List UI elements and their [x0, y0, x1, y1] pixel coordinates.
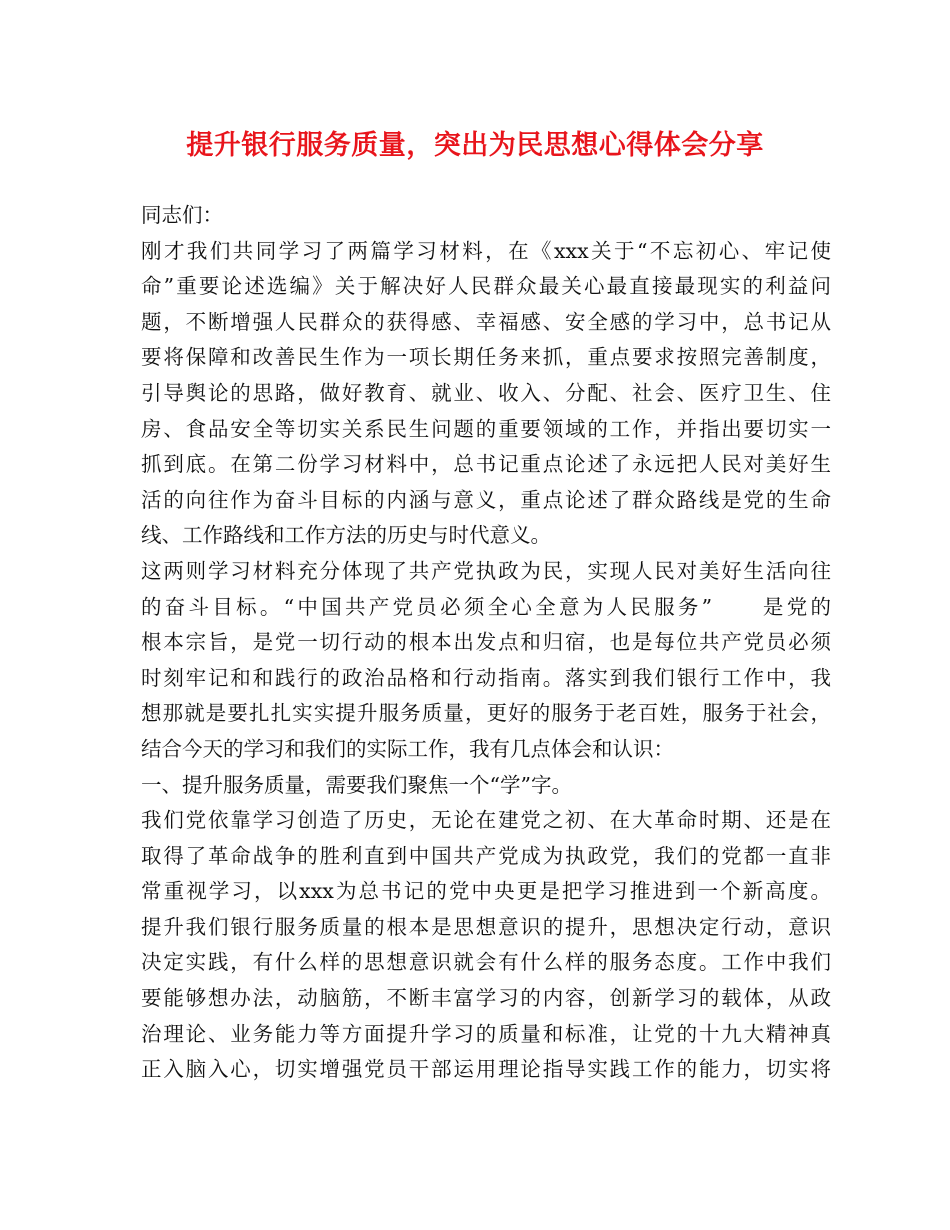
body-line: 活的向往作为奋斗目标的内涵与意义，重点论述了群众路线是党的生命 — [141, 487, 831, 512]
body-line: 这两则学习材料充分体现了共产党执政为民，实现人民对美好生活向往 — [141, 558, 831, 583]
body-line: 的奋斗目标。“中国共产党员必须全心全意为人民服务” 是党的 — [141, 594, 831, 619]
body-line: 结合今天的学习和我们的实际工作，我有几点体会和认识： — [141, 736, 674, 761]
body-line: 引导舆论的思路，做好教育、就业、收入、分配、社会、医疗卫生、住 — [141, 380, 831, 405]
document-body — [141, 198, 831, 1088]
body-line: 同志们： — [141, 203, 223, 227]
body-line: 题，不断增强人民群众的获得感、幸福感、安全感的学习中，总书记从 — [141, 309, 831, 334]
body-line: 要将保障和改善民生作为一项长期任务来抓，重点要求按照完善制度， — [141, 345, 831, 370]
body-line: 决定实践，有什么样的思想意识就会有什么样的服务态度。工作中我们 — [141, 950, 831, 975]
body-line: 治理论、业务能力等方面提升学习的质量和标准，让党的十九大精神真 — [141, 1021, 831, 1046]
body-line: 想那就是要扎扎实实提升服务质量，更好的服务于老百姓，服务于社会， — [141, 701, 831, 726]
body-line: 提升我们银行服务质量的根本是思想意识的提升，思想决定行动，意识 — [141, 914, 831, 939]
body-line: 常重视学习，以xxx为总书记的党中央更是把学习推进到一个新高度。 — [141, 879, 831, 904]
body-line: 房、食品安全等切实关系民生问题的重要领域的工作，并指出要切实一 — [141, 416, 831, 441]
body-line: 要能够想办法，动脑筋，不断丰富学习的内容，创新学习的载体，从政 — [141, 986, 831, 1011]
body-line: 一、提升服务质量，需要我们聚焦一个“学”字。 — [141, 772, 572, 797]
document-title: 提升银行服务质量，突出为民思想心得体会分享 — [186, 130, 764, 161]
body-line: 命”重要论述选编》关于解决好人民群众最关心最直接最现实的利益问 — [141, 274, 831, 299]
body-line: 取得了革命战争的胜利直到中国共产党成为执政党，我们的党都一直非 — [141, 843, 831, 868]
body-line: 正入脑入心，切实增强党员干部运用理论指导实践工作的能力，切实将 — [141, 1057, 831, 1082]
body-line: 时刻牢记和和践行的政治品格和行动指南。落实到我们银行工作中，我 — [141, 665, 831, 690]
body-line: 根本宗旨，是党一切行动的根本出发点和归宿，也是每位共产党员必须 — [141, 630, 831, 655]
body-line: 抓到底。在第二份学习材料中，总书记重点论述了永远把人民对美好生 — [141, 452, 831, 477]
body-line: 我们党依靠学习创造了历史，无论在建党之初、在大革命时期、还是在 — [141, 808, 831, 833]
body-line: 线、工作路线和工作方法的历史与时代意义。 — [141, 523, 551, 548]
body-line: 刚才我们共同学习了两篇学习材料，在《xxx关于“不忘初心、牢记使 — [141, 238, 831, 263]
